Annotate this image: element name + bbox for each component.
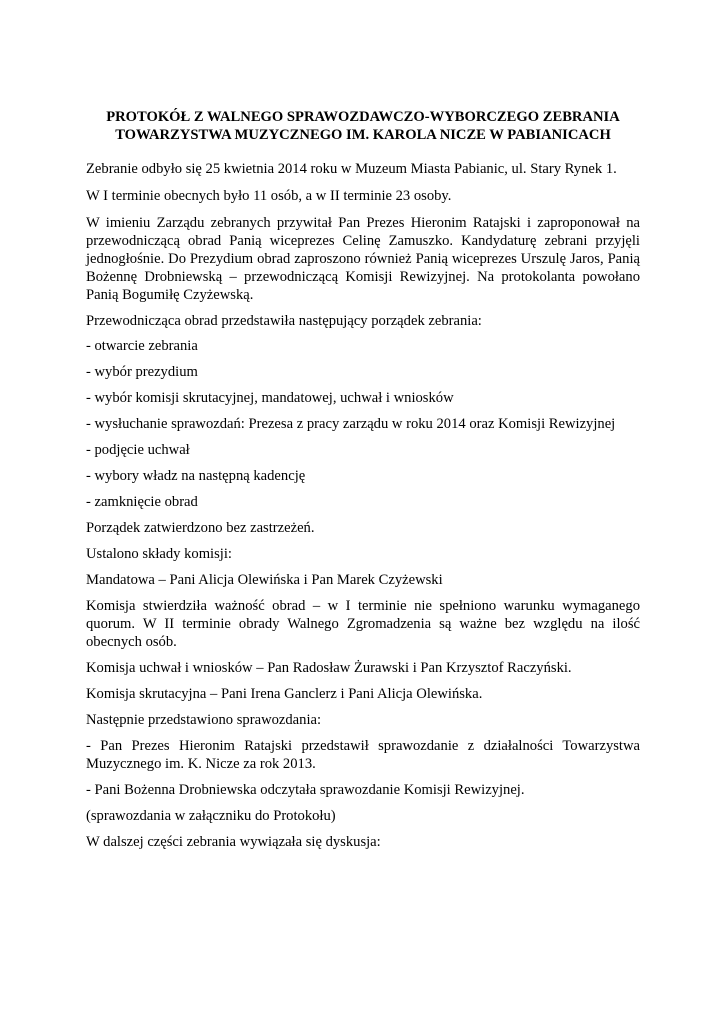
meeting-date-paragraph: Zebranie odbyło się 25 kwietnia 2014 roku w Muzeum Miasta Pabianic, ul. Stary Rynek 1. [86,161,617,177]
agenda-item: - wysłuchanie sprawozdań: Prezesa z pracy zarządu w roku 2014 oraz Komisji Rewizyjnej [86,416,616,432]
agenda-approved-paragraph: Porządek zatwierdzono bez zastrzeżeń. [86,520,315,536]
audit-report-paragraph: - Pani Bożenna Drobniewska odczytała sprawozdanie Komisji Rewizyjnej. [86,782,525,798]
agenda-item: - wybór prezydium [86,364,198,380]
discussion-paragraph: W dalszej części zebrania wywiązała się dyskusja: [86,834,381,850]
commissions-intro-paragraph: Ustalono składy komisji: [86,546,232,562]
reports-intro-paragraph: Następnie przedstawiono sprawozdania: [86,712,322,728]
counting-commission-paragraph: Komisja skrutacyjna – Pani Irena Ganclerz i Pani Alicja Olewińska. [86,686,483,702]
president-report-paragraph: - Pan Prezes Hieronim Ratajski przedstawił sprawozdanie z działalności Towarzystwa Muzycznego im. K. Nicze za rok 2013. [86,738,640,772]
agenda-item: - podjęcie uchwał [86,442,190,458]
validity-paragraph: Komisja stwierdziła ważność obrad – w I terminie nie spełniono warunku wymaganego quorum. W II terminie obrady Walnego Zgromadzenia są ważne bez względu na ilość obecnych osób. [86,598,640,650]
agenda-item: - zamknięcie obrad [86,494,198,510]
attachment-note-paragraph: (sprawozdania w załączniku do Protokołu) [86,808,336,824]
resolutions-commission-paragraph: Komisja uchwał i wniosków – Pan Radosław Żurawski i Pan Krzysztof Raczyński. [86,660,572,676]
title-line-1: PROTOKÓŁ Z WALNEGO SPRAWOZDAWCZO-WYBORCZEGO ZEBRANIA [106,109,620,125]
welcome-paragraph: W imieniu Zarządu zebranych przywitał Pan Prezes Hieronim Ratajski i zaproponował na przewodniczącą obrad Panią wiceprezes Celinę Zamuszko. Kandydaturę zebrani przyjęli jednogłośnie. Do Prezydium obrad zaproszono również Panią wiceprezes Urszulę Jaros, Panią Bożennę Drobniewską – przewodniczącą Komisji Rewizyjnej. Na protokolanta powołano Panią Bogumiłę Czyżewską. [86,215,640,303]
mandate-commission-paragraph: Mandatowa – Pani Alicja Olewińska i Pan Marek Czyżewski [86,572,443,588]
agenda-intro-paragraph: Przewodnicząca obrad przedstawiła następujący porządek zebrania: [86,313,482,329]
agenda-item: - wybór komisji skrutacyjnej, mandatowej, uchwał i wniosków [86,390,454,406]
attendance-paragraph: W I terminie obecnych było 11 osób, a w II terminie 23 osoby. [86,188,452,204]
document-page [86,108,640,851]
document-title [86,108,640,144]
agenda-item: - otwarcie zebrania [86,338,198,354]
title-line-2: TOWARZYSTWA MUZYCZNEGO IM. KAROLA NICZE W PABIANICACH [115,127,611,143]
agenda-item: - wybory władz na następną kadencję [86,468,306,484]
